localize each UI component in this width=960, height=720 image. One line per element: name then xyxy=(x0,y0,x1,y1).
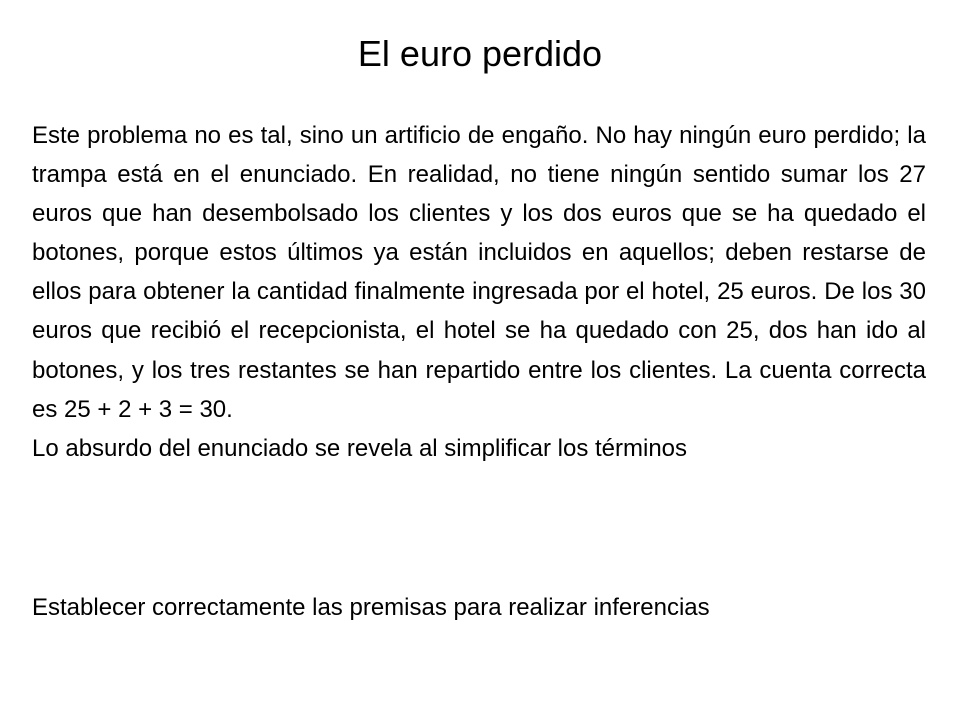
slide-title: El euro perdido xyxy=(357,33,603,74)
statement-line: Lo absurdo del enunciado se revela al simplificar los términos xyxy=(32,434,688,462)
slide-body xyxy=(32,116,926,468)
conclusion-line: Establecer correctamente las premisas para realizar inferencias xyxy=(32,594,710,621)
explanation-paragraph: Este problema no es tal, sino un artificio de engaño. No hay ningún euro perdido; la trampa está en el enunciado. En realidad, no tiene ningún sentido sumar los 27 euros que han desembolsado los clientes y los dos euros que se ha quedado el botones, porque estos últimos ya están incluidos en aquellos; deben restarse de ellos para obtener la cantidad finalmente ingresada por el hotel, 25 euros. De los 30 euros que recibió el recepcionista, el hotel se ha quedado con 25, dos han ido al botones, y los tres restantes se han repartido entre los clientes. La cuenta correcta es 25 + 2 + 3 = 30. xyxy=(32,122,926,423)
